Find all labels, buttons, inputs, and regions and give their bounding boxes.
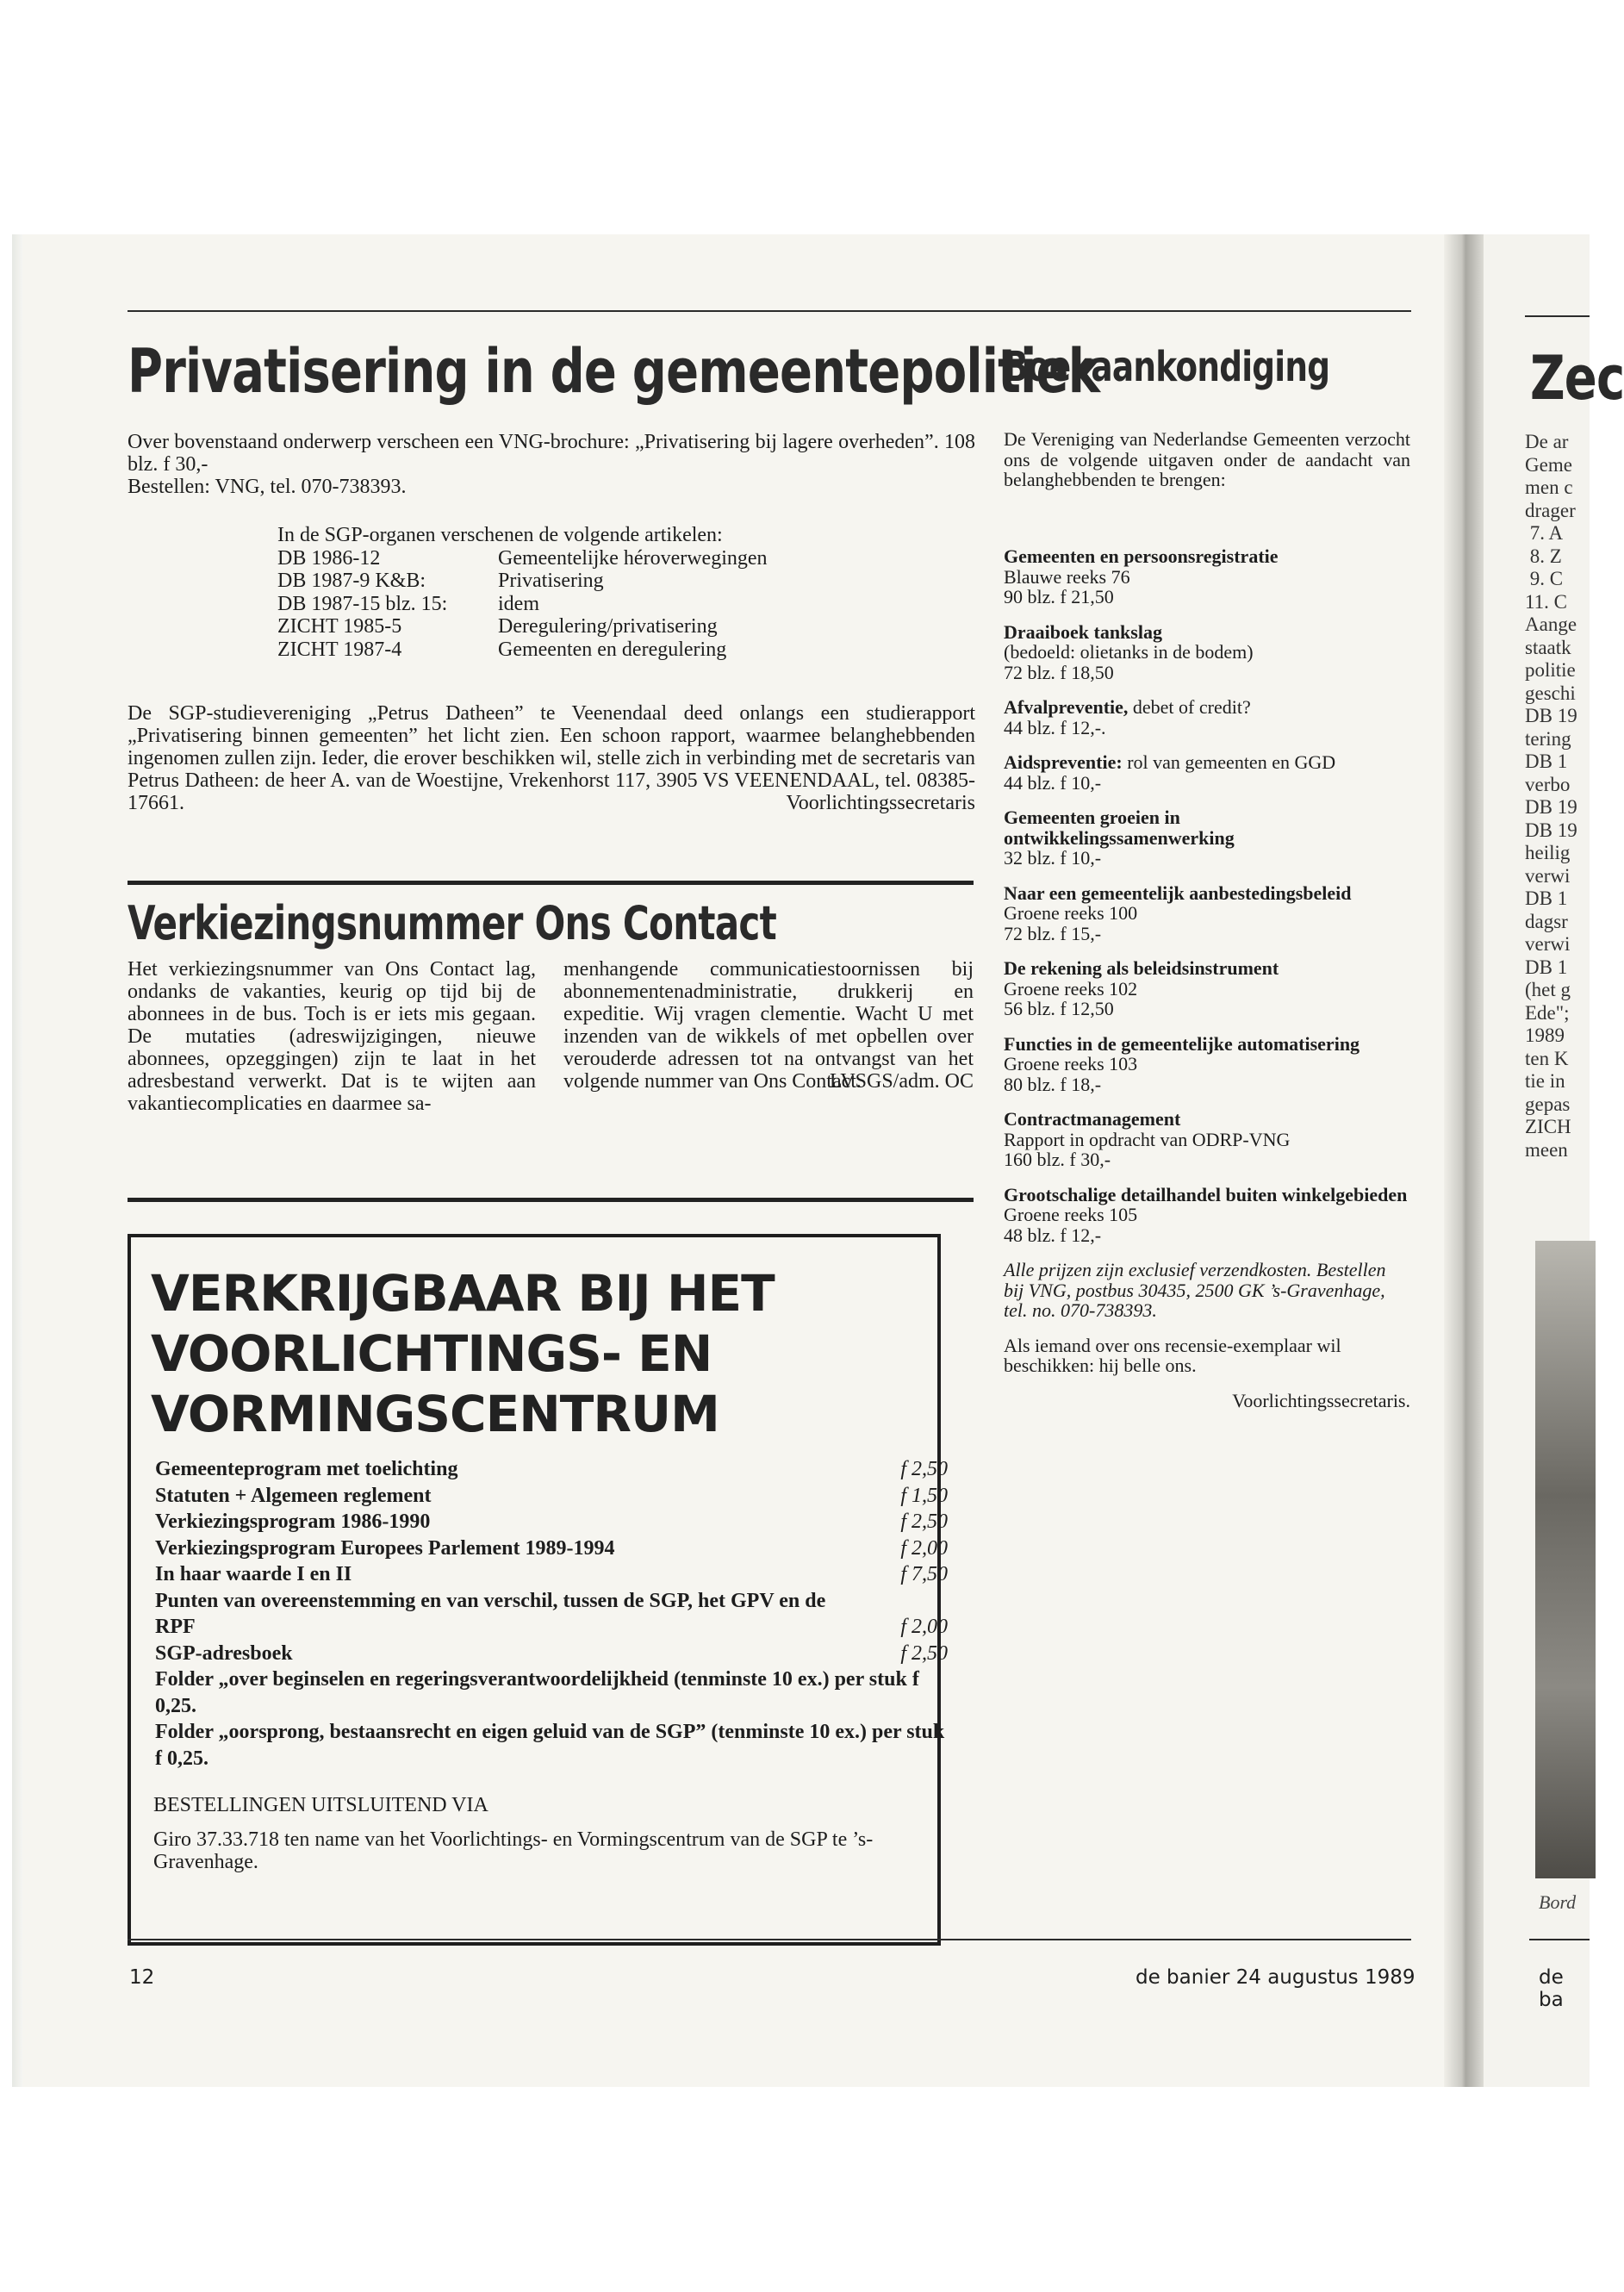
article1-order-text: Bestellen: VNG, tel. 070-738393. [128,476,407,498]
next-page-caption-fragment: Bord [1539,1891,1577,1913]
box-title [151,1263,775,1444]
price-row: Statuten + Algemeen reglement f 1,50 [155,1484,948,1507]
book-item: Functies in de gemeentelijke automatisering Groene reeks 103 80 blz. f 18,- [1004,1032,1360,1095]
price-row: Verkiezingsprogram 1986-1990 f 2,50 [155,1510,948,1533]
box-title-line: VORMINGSCENTRUM [151,1385,719,1443]
article2-col2 [563,958,974,1093]
book-item: Contractmanagement Rapport in opdracht van ODRP-VNG 160 blz. f 30,- [1004,1108,1291,1170]
article2-col1 [128,958,536,1115]
price-row: Verkiezingsprogram Europees Parlement 1989-1994 f 2,00 [155,1536,948,1560]
boek-intro [1004,429,1410,490]
section-rule [128,881,974,885]
book-item: De rekening als beleidsinstrument Groene reeks 102 56 blz. f 12,50 [1004,957,1279,1019]
article1-intro-text: Over bovenstaand onderwerp verscheen een VNG-brochure: „Privatisering bij lagere overheden”. 108 blz. f 30,- [128,431,975,476]
list-item: DB 1986-12 Gemeentelijke héroverwegingen [277,546,768,570]
price-row: SGP-adresboek f 2,50 [155,1641,948,1665]
box-title-line: VERKRIJGBAAR BIJ HET [151,1264,775,1323]
order-heading: BESTELLINGEN UITSLUITEND VIA [153,1794,488,1816]
folder-item: Folder „oorsprong, bestaansrecht en eigen geluid van de SGP” (tenminste 10 ex.) per stuk f 0,25. [155,1721,945,1770]
page-number: 12 [129,1966,155,1989]
bottom-rule-next-page [1529,1939,1590,1940]
boek-list [1004,546,1410,1411]
article1-body [128,702,975,814]
price-row: Gemeenteprogram met toelichting f 2,50 [155,1458,948,1480]
folder-item: Folder „over beginselen en regeringsverantwoordelijkheid (tenminste 10 ex.) per stuk f 0,25. [155,1668,919,1717]
bottom-rule [128,1939,1411,1940]
next-page-photo [1535,1241,1596,1878]
order-info [153,1794,946,1873]
price-list [155,1456,948,1772]
page-gutter [1444,234,1484,2087]
article2-col2-text: menhangende communicatiestoornissen bij abonnementenadministratie, drukkerij en expeditie. Wij vragen clementie. Wacht U met inzenden van de wikkels of met opbellen over verouderde adressen tot na ontvangst van het volgende nummer van Ons Contact. [563,958,974,1093]
article1-intro [128,431,975,498]
list-item: DB 1987-9 K&B: Privatisering [277,570,604,592]
top-rule [128,310,1411,312]
price-row: Punten van overeenstemming en van verschil, tussen de SGP, het GPV en de RPF f 2,00 [155,1589,948,1638]
article-title-privatisering: Privatisering in de gemeentepolitiek [128,336,1100,407]
footer-fragment-next-page: de ba [1539,1966,1564,2011]
section-rule [128,1198,974,1202]
book-item: Draaiboek tankslag (bedoeld: olietanks in de bodem) 72 blz. f 18,50 [1004,620,1254,683]
list-item: ZICHT 1985-5 Deregulering/privatisering [277,615,718,638]
boek-intro-text: De Vereniging van Nederlandse Gemeenten verzocht ons de volgende uitgaven onder de aandacht van belanghebbenden te brengen: [1004,428,1410,490]
article1-body-text: De SGP-studievereniging „Petrus Datheen” te Veenendaal deed onlangs een studierapport „Privatisering binnen gemeenten” het licht zien. Een schoon rapport, waarmee belanghebbenden ingenomen zullen zijn. Ieder, die erover beschikken wil, stelle zich in verbinding met de secretaris van Petrus Datheen: de heer A. van de Woestijne, Vrekenhorst 117, 3905 VS VEENENDAAL, tel. 08385-17661. [128,702,976,814]
order-text: Giro 37.33.718 ten name van het Voorlichtings- en Vormingscentrum van de SGP te ’s-Gravenhage. [153,1828,874,1873]
boek-review: Als iemand over ons recensie-exemplaar wil beschikken: hij belle ons. [1004,1334,1341,1376]
article2-col1-text: Het verkiezingsnummer van Ons Contact lag, ondanks de vakanties, keurig op tijd bij de abonnees in de bus. Toch is er iets mis gegaan. De mutaties (adreswijzigingen, nieuwe abonnees, opzeggingen) zijn te laat in het adresbestand verwerkt. Dat is te wijten aan vakantiecomplicaties en daarmee sa- [128,958,536,1115]
article1-signature: Voorlichtingssecretaris [786,792,975,814]
book-item: Gemeenten groeien in ontwikkelingssamenwerking 32 blz. f 10,- [1004,807,1235,869]
boek-signature: Voorlichtingssecretaris. [1232,1389,1410,1411]
price-row: In haar waarde I en II f 7,50 [155,1563,948,1585]
article-title-boekaankondiging: Boekaankondiging [1004,343,1330,391]
article-title-verkiezingsnummer: Verkiezingsnummer Ons Contact [128,896,776,950]
box-title-line: VOORLICHTINGS- EN [151,1324,712,1383]
article1-list [277,524,949,661]
book-item: Gemeenten en persoonsregistratie Blauwe reeks 76 90 blz. f 21,50 [1004,545,1279,607]
scan-edge [12,234,22,2087]
next-page-text-fragment: De ar Geme men c drager 7. A 8. Z 9. C 11. C Aange staatk politie geschi DB 19 tering DB 1 verbo DB 19 DB 19 heilig verwi DB 1 dagsr verwi DB 1 (het g Ede"; 1989 ten K tie in gepas ZICH meen [1525,431,1577,1161]
top-rule-next-page [1525,315,1590,317]
article1-list-intro: In de SGP-organen verschenen de volgende artikelen: [277,524,723,546]
book-item: Aidspreventie: rol van gemeenten en GGD 44 blz. f 10,- [1004,751,1336,794]
article2-signature: LVSGS/adm. OC [829,1070,974,1093]
book-item: Naar een gemeentelijk aanbestedingsbeleid Groene reeks 100 72 blz. f 15,- [1004,881,1352,944]
book-item: Afvalpreventie, debet of credit? 44 blz. f 12,-. [1004,696,1251,738]
book-item: Grootschalige detailhandel buiten winkelgebieden Groene reeks 105 48 blz. f 12,- [1004,1183,1408,1246]
next-page-title-fragment: Zec [1530,343,1624,414]
boek-note: Alle prijzen zijn exclusief verzendkosten. Bestellen bij VNG, postbus 30435, 2500 GK ’s-Gravenhage, tel. no. 070-738393. [1004,1259,1386,1321]
list-item: ZICHT 1987-4 Gemeenten en deregulering [277,638,727,661]
footer-title: de banier 24 augustus 1989 [1136,1966,1416,1989]
list-item: DB 1987-15 blz. 15: idem [277,592,539,615]
